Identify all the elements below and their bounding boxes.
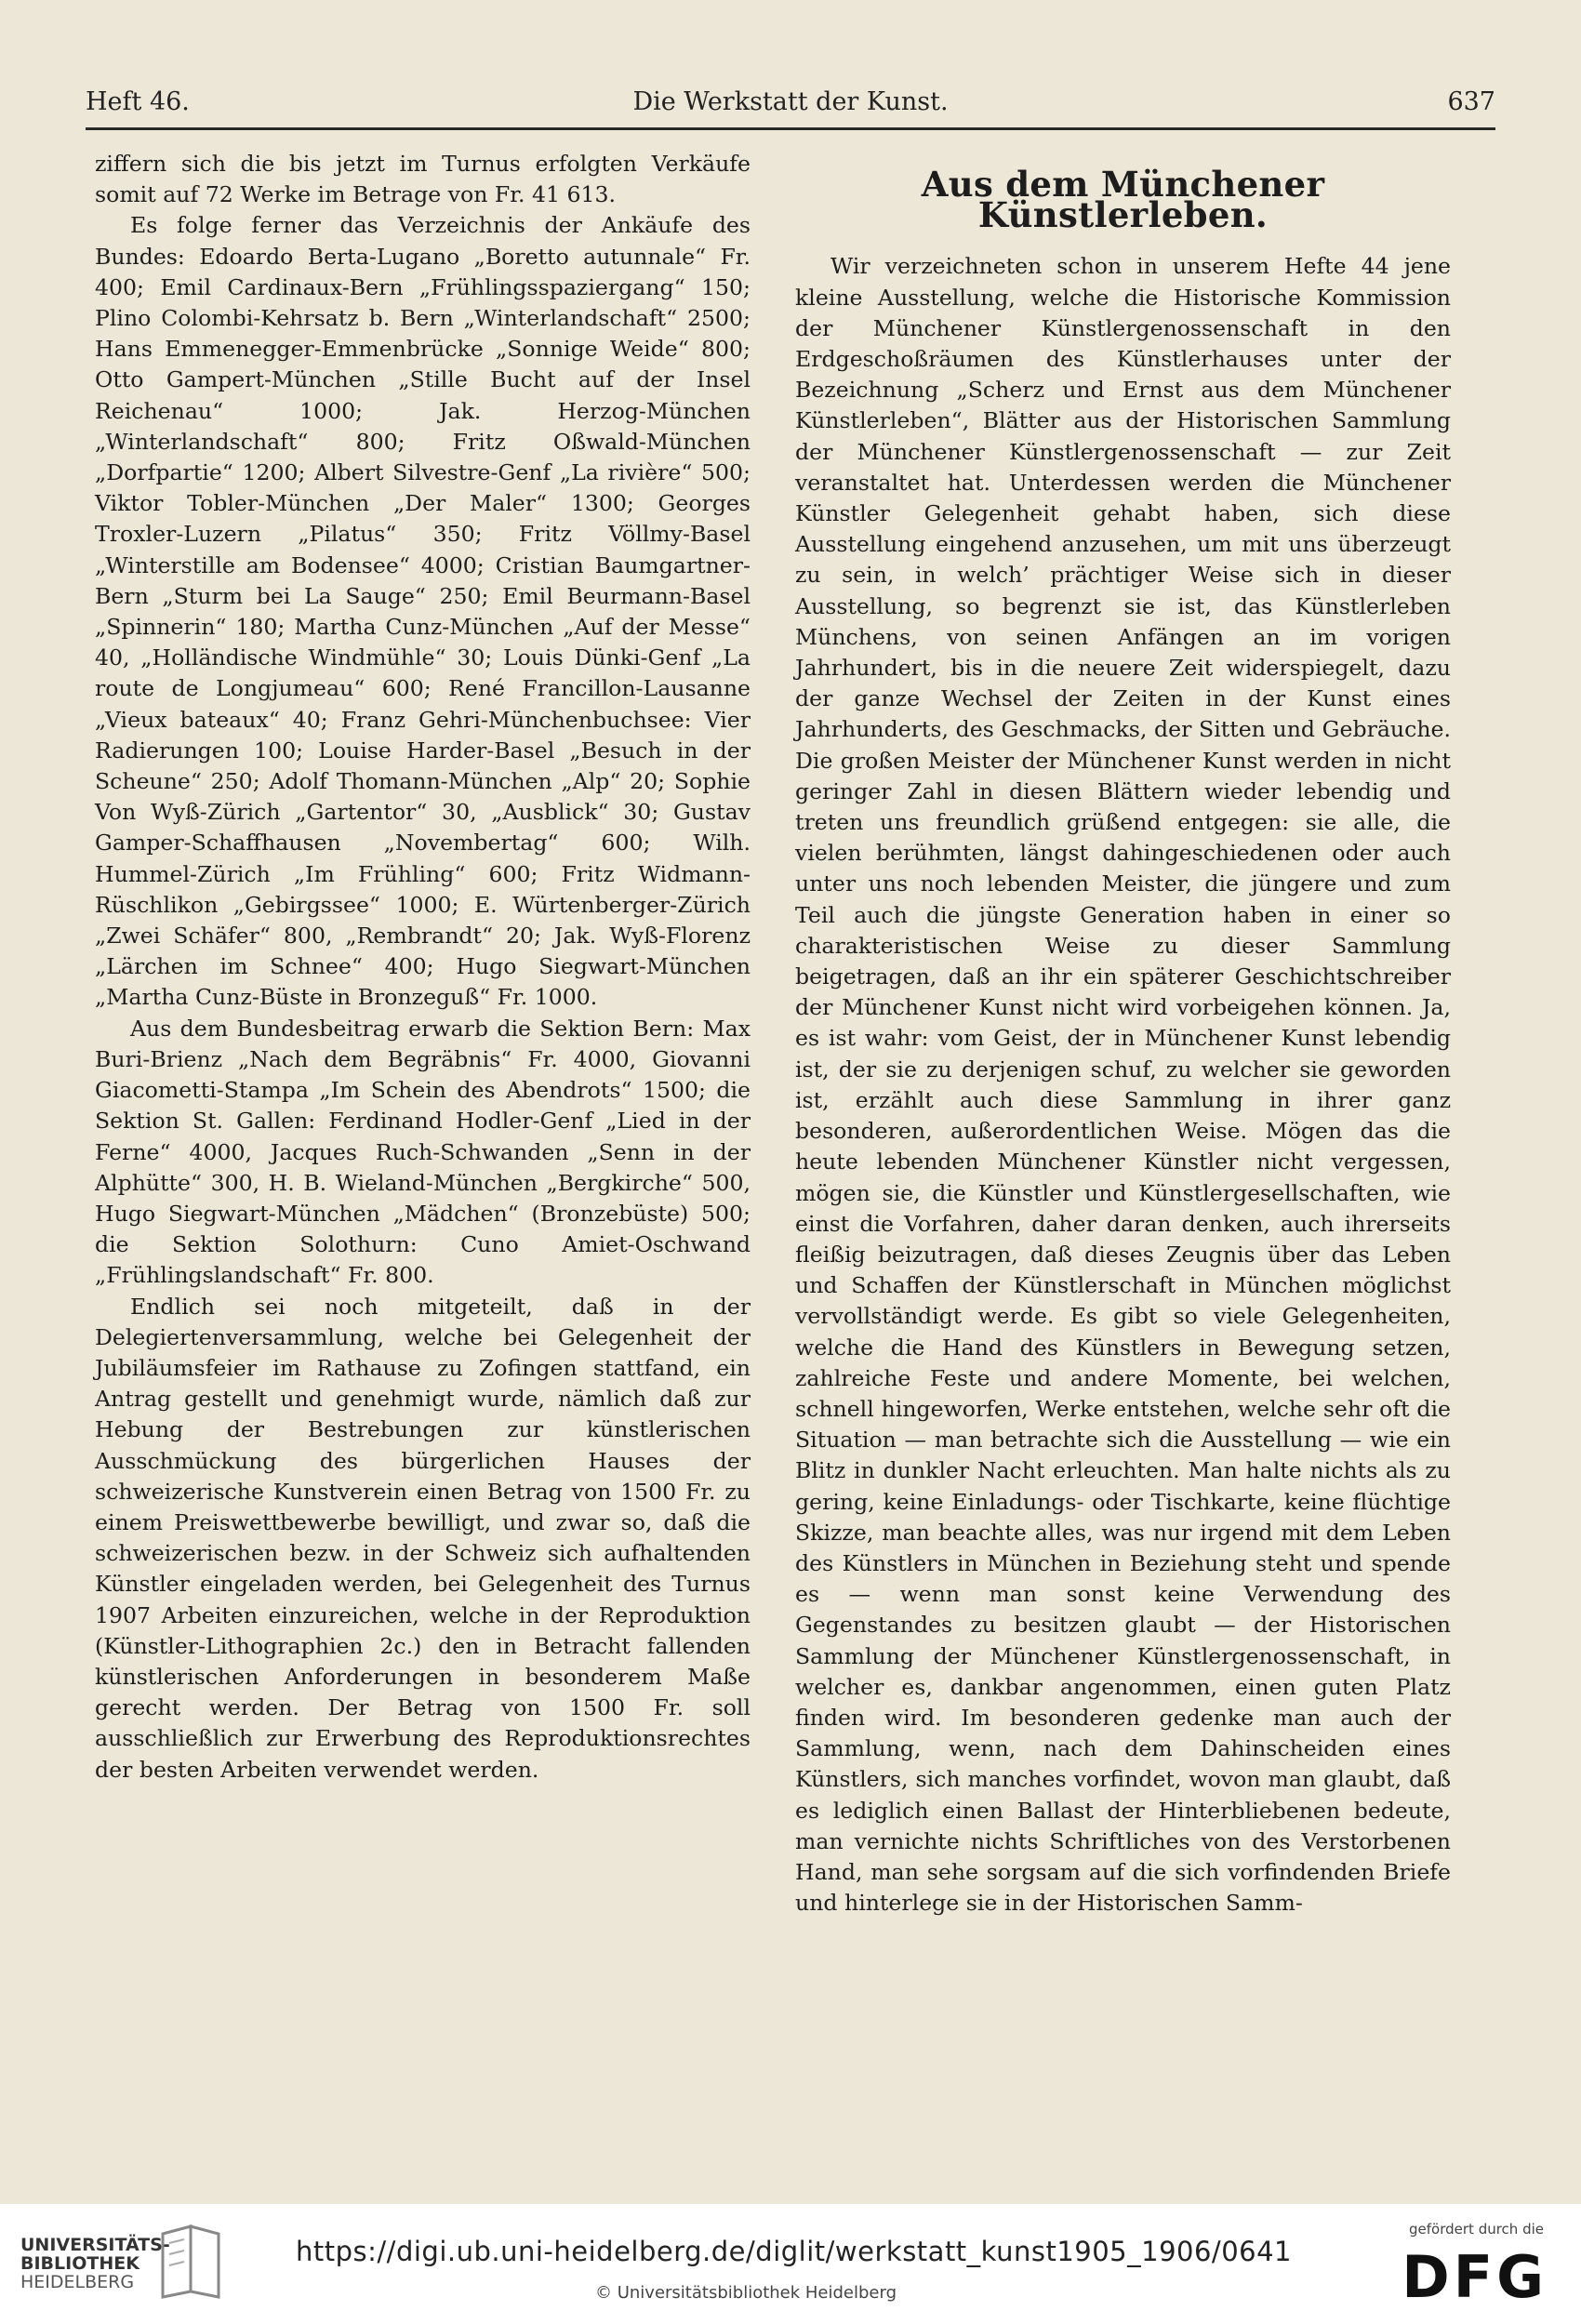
right-column — [795, 164, 1451, 1919]
left-column — [95, 149, 751, 1786]
paragraph: Es folge ferner das Verzeichnis der Ankäufe des Bundes: Edoardo Berta-Lugano „Boretto autunnale“ Fr. 400; Emil Cardinaux-Bern „Frühlingsspaziergang“ 150; Plino Colombi-Kehrsatz b. Bern „Winterlandschaft“ 2500; Hans Emmenegger-Emmenbrücke „Sonnige Weide“ 800; Otto Gampert-München „Stille Bucht auf der Insel Reichenau“ 1000; Jak. Herzog-München „Winterlandschaft“ 800; Fritz Oßwald-München „Dorfpartie“ 1200; Albert Silvestre-Genf „La rivière“ 500; Viktor Tobler-München „Der Maler“ 1300; Georges Troxler-Luzern „Pilatus“ 350; Fritz Völlmy-Basel „Winterstille am Bodensee“ 4000; Cristian Baumgartner-Bern „Sturm bei La Sauge“ 250; Emil Beurmann-Basel „Spinnerin“ 180; Martha Cunz-München „Auf der Messe“ 40, „Holländische Windmühle“ 30; Louis Dünki-Genf „La route de Longjumeau“ 600; René Francillon-Lausanne „Vieux bateaux“ 40; Franz Gehri-Münchenbuchsee: Vier Radierungen 100; Louise Harder-Basel „Besuch in der Scheune“ 250; Adolf Thomann-München „Alp“ 20; Sophie Von Wyß-Zürich „Gartentor“ 30, „Ausblick“ 30; Gustav Gamper-Schaffhausen „Novembertag“ 600; Wilh. Hummel-Zürich „Im Frühling“ 600; Fritz Widmann-Rüschlikon „Gebirgssee“ 1000; E. Würtenberger-Zürich „Zwei Schäfer“ 800, „Rembrandt“ 20; Jak. Wyß-Florenz „Lärchen im Schnee“ 400; Hugo Siegwart-München „Martha Cunz-Büste in Bronzeguß“ Fr. 1000. — [95, 212, 751, 1011]
library-logo: UNIVERSITÄTS- BIBLIOTHEK HEIDELBERG — [20, 2235, 170, 2292]
viewer-footer — [0, 2204, 1581, 2324]
article-title: Aus dem Münchener Künstlerleben. — [921, 164, 1325, 236]
paragraph: Wir verzeichneten schon in unserem Hefte 44 jene kleine Ausstellung, welche die Historische Kommission der Münchener Künstlergenossenschaft in den Erdgeschoßräumen des Künstlerhauses unter der Bezeichnung „Scherz und Ernst aus dem Münchener Künstlerleben“, Blätter aus der Historischen Sammlung der Münchener Künstlergenossenschaft — zur Zeit veranstaltet hat. Unterdessen werden die Münchener Künstler Gelegenheit gehabt haben, sich diese Ausstellung eingehend anzusehen, um mit uns überzeugt zu sein, in welch’ prächtiger Weise sich in dieser Ausstellung, so begrenzt sie ist, das Künstlerleben Münchens, von seinen Anfängen an im vorigen Jahrhundert, bis in die neuere Zeit widerspiegelt, dazu der ganze Wechsel der Zeiten in der Kunst eines Jahrhunderts, des Geschmacks, der Sitten und Gebräuche. Die großen Meister der Münchener Kunst werden in nicht geringer Zahl in diesen Blättern wieder lebendig und treten uns freundlich grüßend entgegen: sie alle, die vielen berühmten, längst dahingeschiedenen oder auch unter uns noch lebenden Meister, die jüngere und zum Teil auch die jüngste Generation haben in einer so charakteristischen Weise zu dieser Sammlung beigetragen, daß an ihr ein späterer Geschichtschreiber der Münchener Kunst nicht wird vorbeigehen können. Ja, es ist wahr: vom Geist, der in Münchener Kunst lebendig ist, der sie zu derjenigen schuf, zu welcher sie geworden ist, erzählt auch diese Sammlung in ihrer ganz besonderen, außerordentlichen Weise. Mögen das die heute lebenden Münchener Künstler nicht vergessen, mögen sie, die Künstler und Künstlergesellschaften, wie einst die Vorfahren, daher daran denken, auch ihrerseits fleißig beizutragen, daß dieses Zeugnis über das Leben und Schaffen der Künstlerschaft in München möglichst vervollständigt werde. Es gibt so viele Gelegenheiten, welche die Hand des Künstlers in Bewegung setzen, zahlreiche Feste und andere Momente, bei welchen, schnell hingeworfen, Werke entstehen, welche sehr oft die Situation — man betrachte sich die Ausstellung — wie ein Blitz in dunkler Nacht erleuchten. Man halte nichts als zu gering, keine Einladungs- oder Tischkarte, keine flüchtige Skizze, man beachte alles, was nur irgend mit dem Leben des Künstlers in München in Beziehung steht und spende es — wenn man sonst keine Verwendung des Gegenstandes zu besitzen glaubt — der Historischen Sammlung der Münchener Künstlergenossenschaft, in welcher es, dankbar angenommen, einen guten Platz finden wird. Im besonderen gedenke man auch der Sammlung, wenn, nach dem Dahinscheiden eines Künstlers, sich manches vorfindet, wovon man glaubt, daß es lediglich einen Ballast der Hinterbliebenen bedeute, man vernichte nichts Schriftliches von des Verstorbenen Hand, man sehe sorgsam auf die sich vorfindenden Briefe und hinterlege sie in der Historischen Samm- — [795, 253, 1451, 1917]
copyright-notice: © Universitätsbibliothek Heidelberg — [595, 2283, 897, 2303]
paragraph: Aus dem Bundesbeitrag erwarb die Sektion Bern: Max Buri-Brienz „Nach dem Begräbnis“ Fr. 4000, Giovanni Giacometti-Stampa „Im Schein des Abendrots“ 1500; die Sektion St. Gallen: Ferdinand Hodler-Genf „Lied in der Ferne“ 4000, Jacques Ruch-Schwanden „Senn in der Alphütte“ 300, H. B. Wieland-München „Bergkirche“ 500, Hugo Siegwart-München „Mädchen“ (Bronzebüste) 500; die Sektion Solothurn: Cuno Amiet-Oschwand „Frühlingslandschaft“ Fr. 800. — [95, 1015, 751, 1289]
header-divider — [86, 127, 1495, 130]
journal-title: Die Werkstatt der Kunst. — [632, 87, 949, 116]
dfg-logo: DFG — [1402, 2243, 1548, 2311]
page-number: 637 — [1447, 87, 1495, 116]
running-header — [86, 80, 1495, 126]
permalink-url[interactable]: https://digi.ub.uni-heidelberg.de/diglit/werkstatt_kunst1905_1906/0641 — [296, 2236, 1292, 2267]
paragraph: ziffern sich die bis jetzt im Turnus erfolgten Verkäufe somit auf 72 Werke im Betrage von Fr. 41 613. — [95, 151, 751, 208]
issue-number: Heft 46. — [86, 87, 190, 116]
book-icon — [158, 2224, 223, 2303]
paragraph: Endlich sei noch mitgeteilt, daß in der Delegiertenversammlung, welche bei Gelegenheit der Jubiläumsfeier im Rathause zu Zofingen stattfand, ein Antrag gestellt und genehmigt wurde, nämlich daß zur Hebung der Bestrebungen zur künstlerischen Ausschmückung des bürgerlichen Hauses der schweizerische Kunstverein einen Betrag von 1500 Fr. zu einem Preiswettbewerbe bewilligt, und zwar so, daß die schweizerischen bezw. in der Schweiz sich aufhaltenden Künstler eingeladen werden, bei Gelegenheit des Turnus 1907 Arbeiten einzureichen, welche in der Reproduktion (Künstler-Lithographien 2c.) den in Betracht fallenden künstlerischen Anforderungen in besonderem Maße gerecht werden. Der Betrag von 1500 Fr. soll ausschließlich zur Erwerbung des Reproduktionsrechtes der besten Arbeiten verwendet werden. — [95, 1293, 751, 1783]
funder-note: gefördert durch die — [1409, 2221, 1544, 2238]
